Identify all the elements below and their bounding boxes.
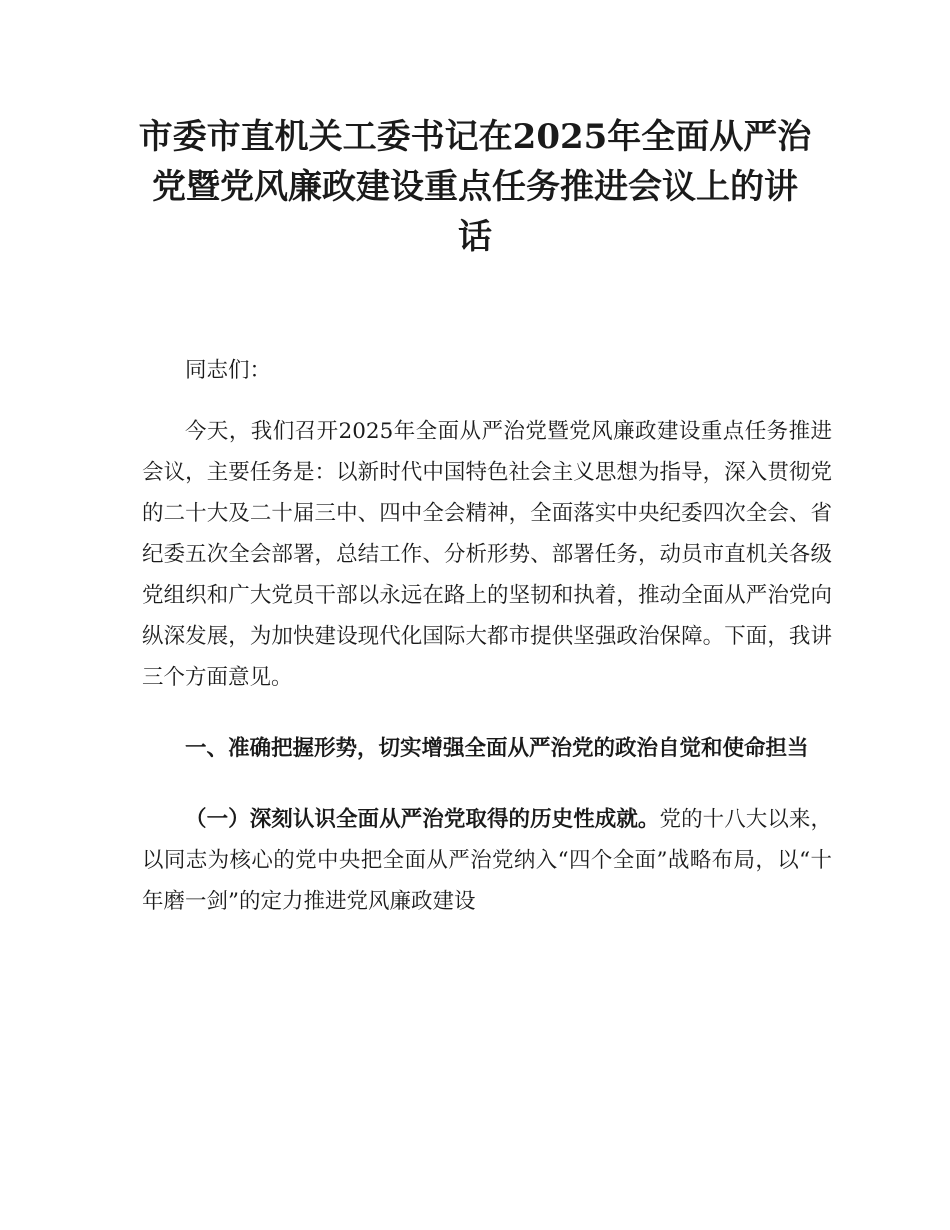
greeting: 同志们： bbox=[185, 358, 272, 383]
subsection-paragraph-1 bbox=[142, 799, 832, 922]
title-line-1: 市委市直机关工委书记在2025年全面从严治 bbox=[138, 117, 812, 157]
document-body bbox=[142, 350, 832, 922]
document-title bbox=[130, 112, 820, 262]
section-heading-1: 一、准确把握形势，切实增强全面从严治党的政治自觉和使命担当 bbox=[185, 736, 809, 761]
title-line-2: 党暨党风廉政建设重点任务推进会议上的讲 bbox=[152, 167, 798, 207]
subsection-text-1: 党的十八大以来，以同志为核心的党中央把全面从严治党纳入“四个全面”战略布局，以“十年磨一剑”的定力推进党风廉政建设 bbox=[142, 807, 832, 914]
title-line-3: 话 bbox=[458, 217, 492, 257]
subsection-lead-1: （一）深刻认识全面从严治党取得的历史性成就。 bbox=[185, 807, 660, 832]
intro-paragraph: 今天，我们召开2025年全面从严治党暨党风廉政建设重点任务推进会议，主要任务是：以新时代中国特色社会主义思想为指导，深入贯彻党的二十大及二十届三中、四中全会精神，全面落实中央纪委四次全会、省纪委五次全会部署，总结工作、分析形势、部署任务，动员市直机关各级党组织和广大党员干部以永远在路上的坚韧和执着，推动全面从严治党向纵深发展，为加快建设现代化国际大都市提供坚强政治保障。下面，我讲三个方面意见。 bbox=[142, 419, 832, 690]
